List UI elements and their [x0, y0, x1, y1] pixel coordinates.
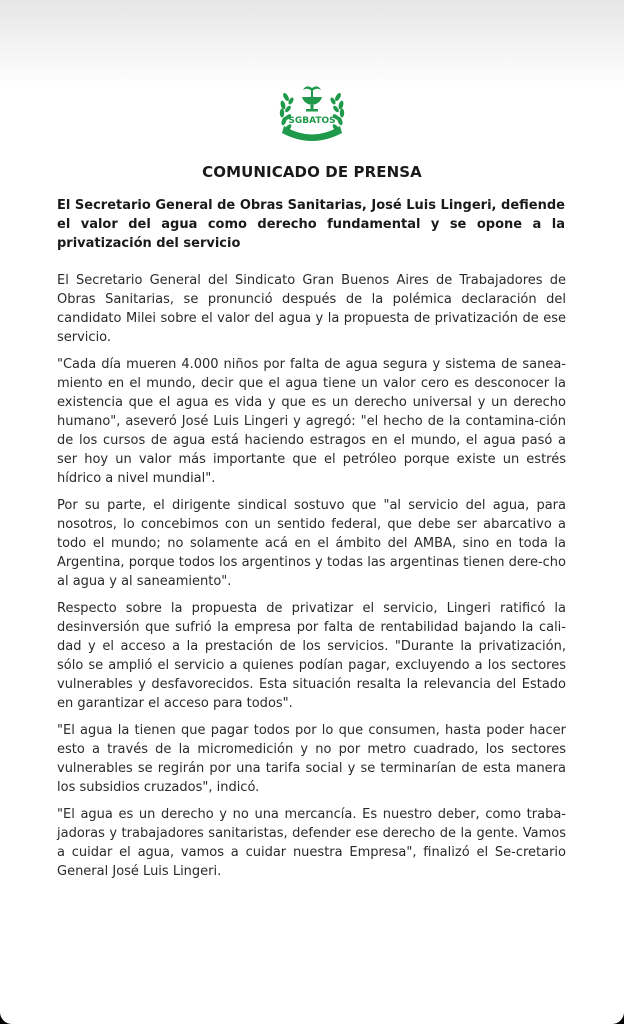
paragraph: Respecto sobre la propuesta de privatizar el servicio, Lingeri ratificó la desinversión que sufrió la empresa por falta de rentabilidad bajando la cali-dad y el acceso a la prestación de los servicios. "Durante la privatización, sólo se amplió el servicio a quienes podían pagar, excluyendo a los sectores vulnerables y desfavorecidos. Esta situación resalta la relevancia del Estado en garantizar el acceso para todos". — [57, 601, 566, 711]
laurel-right-icon — [329, 92, 344, 133]
document-subtitle: El Secretario General de Obras Sanitarias, José Luis Lingeri, defiende el valor del agua como derecho fundamental y se opone a la privatización del servicio — [57, 198, 565, 251]
fountain-icon — [302, 86, 322, 111]
paragraph: "El agua es un derecho y no una mercancía. Es nuestro deber, como traba-jadoras y trabajadores sanitaristas, defender ese derecho de la gente. Vamos a cuidar el agua, vamos a cuidar nuestra Empresa", finalizó el Se-cretario General José Luis Lingeri. — [57, 807, 566, 879]
logo-text: SGBATOS — [288, 116, 336, 126]
handshake-icon — [302, 128, 322, 133]
paragraph: El Secretario General del Sindicato Gran Buenos Aires de Trabajadores de Obras Sanitarias, se pronunció después de la polémica declaración del candidato Milei sobre el valor del agua y la propuesta de privatización de ese servicio. — [57, 273, 566, 345]
document-title: COMUNICADO DE PRENSA — [202, 163, 422, 181]
laurel-left-icon — [280, 92, 295, 133]
paragraph: Por su parte, el dirigente sindical sostuvo que "al servicio del agua, para nosotros, lo concebimos con un sentido federal, que debe ser abarcativo a todo el mundo; no solamente acá en el ámbito del AMBA, sino en toda la Argentina, porque todos los argentinos y todas las argentinas tienen dere-cho al agua y al saneamiento". — [57, 498, 566, 589]
paragraph: "Cada día mueren 4.000 niños por falta de agua segura y sistema de sanea-miento en el mundo, decir que el agua tiene un valor cero es desconocer la existencia que el agua es vida y que es un derecho universal y un derecho humano", aseveró José Luis Lingeri y agregó: "el hecho de la contamina-ción de los cursos de agua está haciendo estragos en el mundo, el agua pasó a ser hoy un valor más importante que el petróleo porque existe un estrés hídrico a nivel mundial". — [57, 357, 566, 486]
paragraph: "El agua la tienen que pagar todos por lo que consumen, hasta poder hacer esto a través de la micromedición y no por metro cuadrado, los sectores vulnerables se regirán por una tarifa social y se terminarían de esta manera los subsidios cruzados", indicó. — [57, 723, 566, 795]
sgbatos-logo — [276, 79, 348, 147]
document-body — [57, 271, 566, 889]
